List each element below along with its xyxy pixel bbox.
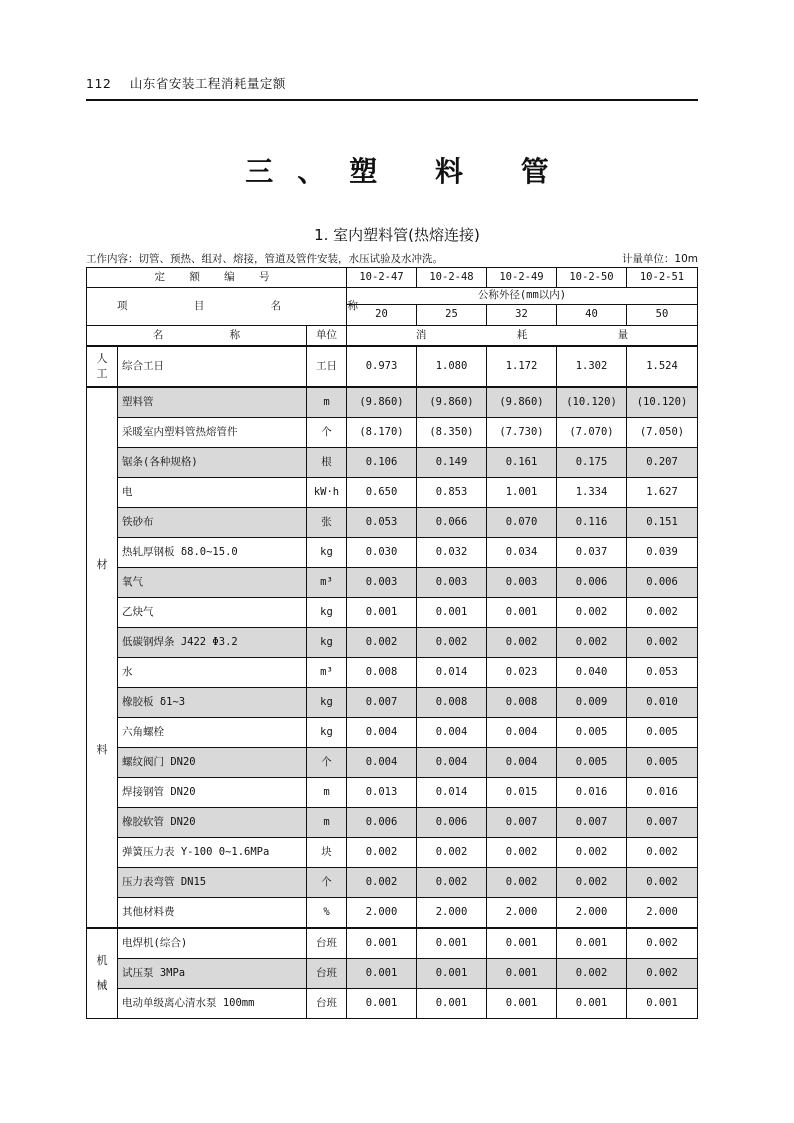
consumption-value: 0.001 bbox=[417, 598, 487, 628]
resource-name: 橡胶软管 DN20 bbox=[118, 808, 307, 838]
page-header bbox=[86, 74, 286, 92]
consumption-value: (8.170) bbox=[347, 418, 417, 448]
consumption-value: 0.853 bbox=[417, 478, 487, 508]
quota-code: 10-2-49 bbox=[487, 268, 557, 288]
consumption-value: 2.000 bbox=[557, 898, 627, 929]
consumption-value: 0.053 bbox=[347, 508, 417, 538]
consumption-value: 0.002 bbox=[557, 838, 627, 868]
consumption-value: 0.007 bbox=[347, 688, 417, 718]
consumption-value: 0.002 bbox=[627, 598, 698, 628]
consumption-value: 0.008 bbox=[347, 658, 417, 688]
resource-name: 热轧厚钢板 δ8.0~15.0 bbox=[118, 538, 307, 568]
consumption-value: 0.161 bbox=[487, 448, 557, 478]
machine-row bbox=[87, 928, 698, 959]
consumption-value: 0.004 bbox=[417, 718, 487, 748]
consumption-value: 0.001 bbox=[487, 598, 557, 628]
consumption-value: 0.001 bbox=[417, 959, 487, 989]
consumption-value: (7.070) bbox=[557, 418, 627, 448]
consumption-value: 2.000 bbox=[347, 898, 417, 929]
consumption-value: 0.006 bbox=[347, 808, 417, 838]
consumption-value: 0.007 bbox=[487, 808, 557, 838]
resource-unit: 工日 bbox=[307, 346, 347, 387]
quota-table bbox=[86, 267, 698, 1019]
consumption-value: 0.004 bbox=[417, 748, 487, 778]
resource-unit: 根 bbox=[307, 448, 347, 478]
consumption-value: 0.004 bbox=[347, 748, 417, 778]
consumption-value: 0.207 bbox=[627, 448, 698, 478]
resource-name: 电动单级离心清水泵 100mm bbox=[118, 989, 307, 1019]
consumption-value: 0.037 bbox=[557, 538, 627, 568]
consumption-value: 0.002 bbox=[417, 838, 487, 868]
consumption-value: 0.007 bbox=[557, 808, 627, 838]
resource-name: 铁砂布 bbox=[118, 508, 307, 538]
column-unit-header: 单位 bbox=[307, 326, 347, 347]
consumption-value: 0.014 bbox=[417, 658, 487, 688]
resource-name: 低碳钢焊条 J422 Φ3.2 bbox=[118, 628, 307, 658]
resource-name: 锯条(各种规格) bbox=[118, 448, 307, 478]
resource-unit: m bbox=[307, 778, 347, 808]
material-row bbox=[87, 868, 698, 898]
unit-label: 计量单位：10m bbox=[621, 253, 698, 265]
machine-row bbox=[87, 989, 698, 1019]
consumption-value: 0.002 bbox=[487, 868, 557, 898]
subsection-title: 1. 室内塑料管(热熔连接) bbox=[314, 226, 480, 244]
material-row bbox=[87, 418, 698, 448]
material-row bbox=[87, 598, 698, 628]
material-row bbox=[87, 478, 698, 508]
consumption-value: 0.005 bbox=[627, 718, 698, 748]
consumption-value: 0.016 bbox=[627, 778, 698, 808]
consumption-value: 0.013 bbox=[347, 778, 417, 808]
material-row bbox=[87, 778, 698, 808]
consumption-value: 0.002 bbox=[557, 598, 627, 628]
consumption-value: (10.120) bbox=[557, 387, 627, 418]
resource-unit: m bbox=[307, 808, 347, 838]
consumption-value: 0.002 bbox=[627, 959, 698, 989]
consumption-value: 0.023 bbox=[487, 658, 557, 688]
consumption-value: 0.001 bbox=[417, 928, 487, 959]
consumption-value: 0.116 bbox=[557, 508, 627, 538]
consumption-value: 0.003 bbox=[347, 568, 417, 598]
diameter-label: 公称外径(mm以内) bbox=[347, 288, 698, 305]
consumption-value: 2.000 bbox=[487, 898, 557, 929]
group-labor: 人工 bbox=[87, 346, 118, 387]
resource-name: 弹簧压力表 Y-100 0~1.6MPa bbox=[118, 838, 307, 868]
material-row bbox=[87, 448, 698, 478]
resource-name: 塑料管 bbox=[118, 387, 307, 418]
resource-unit: 台班 bbox=[307, 928, 347, 959]
consumption-value: 0.008 bbox=[487, 688, 557, 718]
consumption-value: 0.002 bbox=[557, 628, 627, 658]
consumption-value: 0.070 bbox=[487, 508, 557, 538]
consumption-value: 0.106 bbox=[347, 448, 417, 478]
resource-unit: 个 bbox=[307, 868, 347, 898]
consumption-value: 0.175 bbox=[557, 448, 627, 478]
diameter-value: 20 bbox=[347, 305, 417, 326]
consumption-value: 0.002 bbox=[627, 628, 698, 658]
consumption-value: 0.034 bbox=[487, 538, 557, 568]
consumption-value: 1.524 bbox=[627, 346, 698, 387]
resource-unit: 个 bbox=[307, 748, 347, 778]
resource-unit: 台班 bbox=[307, 989, 347, 1019]
resource-name: 试压泵 3MPa bbox=[118, 959, 307, 989]
consumption-value: 0.001 bbox=[347, 598, 417, 628]
consumption-value: 0.002 bbox=[417, 628, 487, 658]
consumption-value: 0.002 bbox=[557, 959, 627, 989]
quota-code: 10-2-50 bbox=[557, 268, 627, 288]
resource-unit: kg bbox=[307, 628, 347, 658]
consumption-value: (8.350) bbox=[417, 418, 487, 448]
resource-name: 橡胶板 δ1~3 bbox=[118, 688, 307, 718]
consumption-value: 0.053 bbox=[627, 658, 698, 688]
consumption-value: (10.120) bbox=[627, 387, 698, 418]
diameter-value: 50 bbox=[627, 305, 698, 326]
consumption-value: 0.032 bbox=[417, 538, 487, 568]
consumption-value: 1.627 bbox=[627, 478, 698, 508]
consumption-value: 0.030 bbox=[347, 538, 417, 568]
consumption-value: 0.015 bbox=[487, 778, 557, 808]
consumption-value: 1.334 bbox=[557, 478, 627, 508]
consumption-value: 1.302 bbox=[557, 346, 627, 387]
column-consumption-header: 消 耗 量 bbox=[347, 326, 698, 347]
material-row bbox=[87, 658, 698, 688]
resource-name: 其他材料费 bbox=[118, 898, 307, 929]
consumption-value: 0.004 bbox=[487, 718, 557, 748]
consumption-value: 0.010 bbox=[627, 688, 698, 718]
group-material: 材 料 bbox=[87, 387, 118, 928]
resource-name: 综合工日 bbox=[118, 346, 307, 387]
diameter-value: 32 bbox=[487, 305, 557, 326]
material-row bbox=[87, 508, 698, 538]
material-row bbox=[87, 628, 698, 658]
consumption-value: 0.005 bbox=[557, 748, 627, 778]
consumption-value: 0.007 bbox=[627, 808, 698, 838]
resource-name: 电焊机(综合) bbox=[118, 928, 307, 959]
resource-unit: 块 bbox=[307, 838, 347, 868]
consumption-value: 0.039 bbox=[627, 538, 698, 568]
resource-name: 电 bbox=[118, 478, 307, 508]
consumption-value: 0.001 bbox=[487, 989, 557, 1019]
consumption-value: 0.004 bbox=[487, 748, 557, 778]
consumption-value: 0.002 bbox=[347, 628, 417, 658]
quota-code: 10-2-48 bbox=[417, 268, 487, 288]
resource-unit: m bbox=[307, 387, 347, 418]
consumption-value: 0.001 bbox=[627, 989, 698, 1019]
consumption-value: 0.001 bbox=[347, 989, 417, 1019]
consumption-value: 0.006 bbox=[627, 568, 698, 598]
resource-unit: kg bbox=[307, 718, 347, 748]
consumption-value: 0.001 bbox=[487, 928, 557, 959]
consumption-value: 1.172 bbox=[487, 346, 557, 387]
consumption-value: 0.002 bbox=[487, 838, 557, 868]
resource-unit: m³ bbox=[307, 568, 347, 598]
resource-unit: % bbox=[307, 898, 347, 929]
consumption-value: 0.002 bbox=[487, 628, 557, 658]
consumption-value: 0.006 bbox=[557, 568, 627, 598]
consumption-value: (7.050) bbox=[627, 418, 698, 448]
consumption-value: 0.001 bbox=[417, 989, 487, 1019]
material-row bbox=[87, 387, 698, 418]
diameter-value: 25 bbox=[417, 305, 487, 326]
resource-name: 水 bbox=[118, 658, 307, 688]
consumption-value: 0.002 bbox=[347, 868, 417, 898]
section-title: 三、塑 料 管 bbox=[245, 155, 573, 188]
consumption-value: 0.016 bbox=[557, 778, 627, 808]
resource-name: 乙炔气 bbox=[118, 598, 307, 628]
material-row bbox=[87, 718, 698, 748]
group-machine: 机械 bbox=[87, 928, 118, 1019]
material-row bbox=[87, 748, 698, 778]
material-row bbox=[87, 808, 698, 838]
consumption-value: 0.003 bbox=[417, 568, 487, 598]
material-row bbox=[87, 838, 698, 868]
labor-row bbox=[87, 346, 698, 387]
consumption-value: 0.002 bbox=[627, 868, 698, 898]
diameter-value: 40 bbox=[557, 305, 627, 326]
material-row bbox=[87, 898, 698, 929]
consumption-value: 0.066 bbox=[417, 508, 487, 538]
consumption-value: 1.080 bbox=[417, 346, 487, 387]
consumption-value: (7.730) bbox=[487, 418, 557, 448]
consumption-value: (9.860) bbox=[487, 387, 557, 418]
consumption-value: 0.040 bbox=[557, 658, 627, 688]
resource-unit: m³ bbox=[307, 658, 347, 688]
material-row bbox=[87, 688, 698, 718]
consumption-value: 0.001 bbox=[557, 928, 627, 959]
machine-row bbox=[87, 959, 698, 989]
consumption-value: 0.002 bbox=[557, 868, 627, 898]
consumption-value: 0.009 bbox=[557, 688, 627, 718]
consumption-value: 2.000 bbox=[417, 898, 487, 929]
item-name-label: 项 目 名 称 bbox=[87, 288, 347, 326]
consumption-value: 0.650 bbox=[347, 478, 417, 508]
resource-unit: 个 bbox=[307, 418, 347, 448]
resource-unit: 张 bbox=[307, 508, 347, 538]
resource-name: 六角螺栓 bbox=[118, 718, 307, 748]
consumption-value: (9.860) bbox=[417, 387, 487, 418]
consumption-value: 0.005 bbox=[627, 748, 698, 778]
consumption-value: 0.003 bbox=[487, 568, 557, 598]
column-name-header: 名 称 bbox=[87, 326, 307, 347]
material-row bbox=[87, 568, 698, 598]
resource-unit: kg bbox=[307, 598, 347, 628]
consumption-value: 0.002 bbox=[347, 838, 417, 868]
consumption-value: (9.860) bbox=[347, 387, 417, 418]
quota-code: 10-2-47 bbox=[347, 268, 417, 288]
resource-name: 螺纹阀门 DN20 bbox=[118, 748, 307, 778]
consumption-value: 0.002 bbox=[627, 838, 698, 868]
resource-name: 压力表弯管 DN15 bbox=[118, 868, 307, 898]
consumption-value: 0.001 bbox=[347, 959, 417, 989]
page-number: 112 bbox=[86, 76, 112, 91]
quota-code: 10-2-51 bbox=[627, 268, 698, 288]
book-title: 山东省安装工程消耗量定额 bbox=[129, 76, 286, 91]
consumption-value: 0.001 bbox=[347, 928, 417, 959]
consumption-value: 0.006 bbox=[417, 808, 487, 838]
resource-name: 氧气 bbox=[118, 568, 307, 598]
consumption-value: 0.973 bbox=[347, 346, 417, 387]
resource-unit: kg bbox=[307, 538, 347, 568]
consumption-value: 0.001 bbox=[557, 989, 627, 1019]
consumption-value: 0.014 bbox=[417, 778, 487, 808]
header-rule bbox=[86, 99, 698, 101]
consumption-value: 0.008 bbox=[417, 688, 487, 718]
resource-unit: kg bbox=[307, 688, 347, 718]
resource-unit: kW·h bbox=[307, 478, 347, 508]
consumption-value: 0.001 bbox=[487, 959, 557, 989]
material-row bbox=[87, 538, 698, 568]
work-content: 工作内容：切管、预热、组对、熔接，管道及管件安装，水压试验及水冲洗。 bbox=[86, 253, 443, 265]
resource-unit: 台班 bbox=[307, 959, 347, 989]
resource-name: 焊接钢管 DN20 bbox=[118, 778, 307, 808]
quota-code-label: 定 额 编 号 bbox=[87, 268, 347, 288]
consumption-value: 0.151 bbox=[627, 508, 698, 538]
resource-name: 采暖室内塑料管热熔管件 bbox=[118, 418, 307, 448]
consumption-value: 0.002 bbox=[627, 928, 698, 959]
consumption-value: 1.001 bbox=[487, 478, 557, 508]
consumption-value: 2.000 bbox=[627, 898, 698, 929]
consumption-value: 0.005 bbox=[557, 718, 627, 748]
consumption-value: 0.004 bbox=[347, 718, 417, 748]
consumption-value: 0.149 bbox=[417, 448, 487, 478]
consumption-value: 0.002 bbox=[417, 868, 487, 898]
